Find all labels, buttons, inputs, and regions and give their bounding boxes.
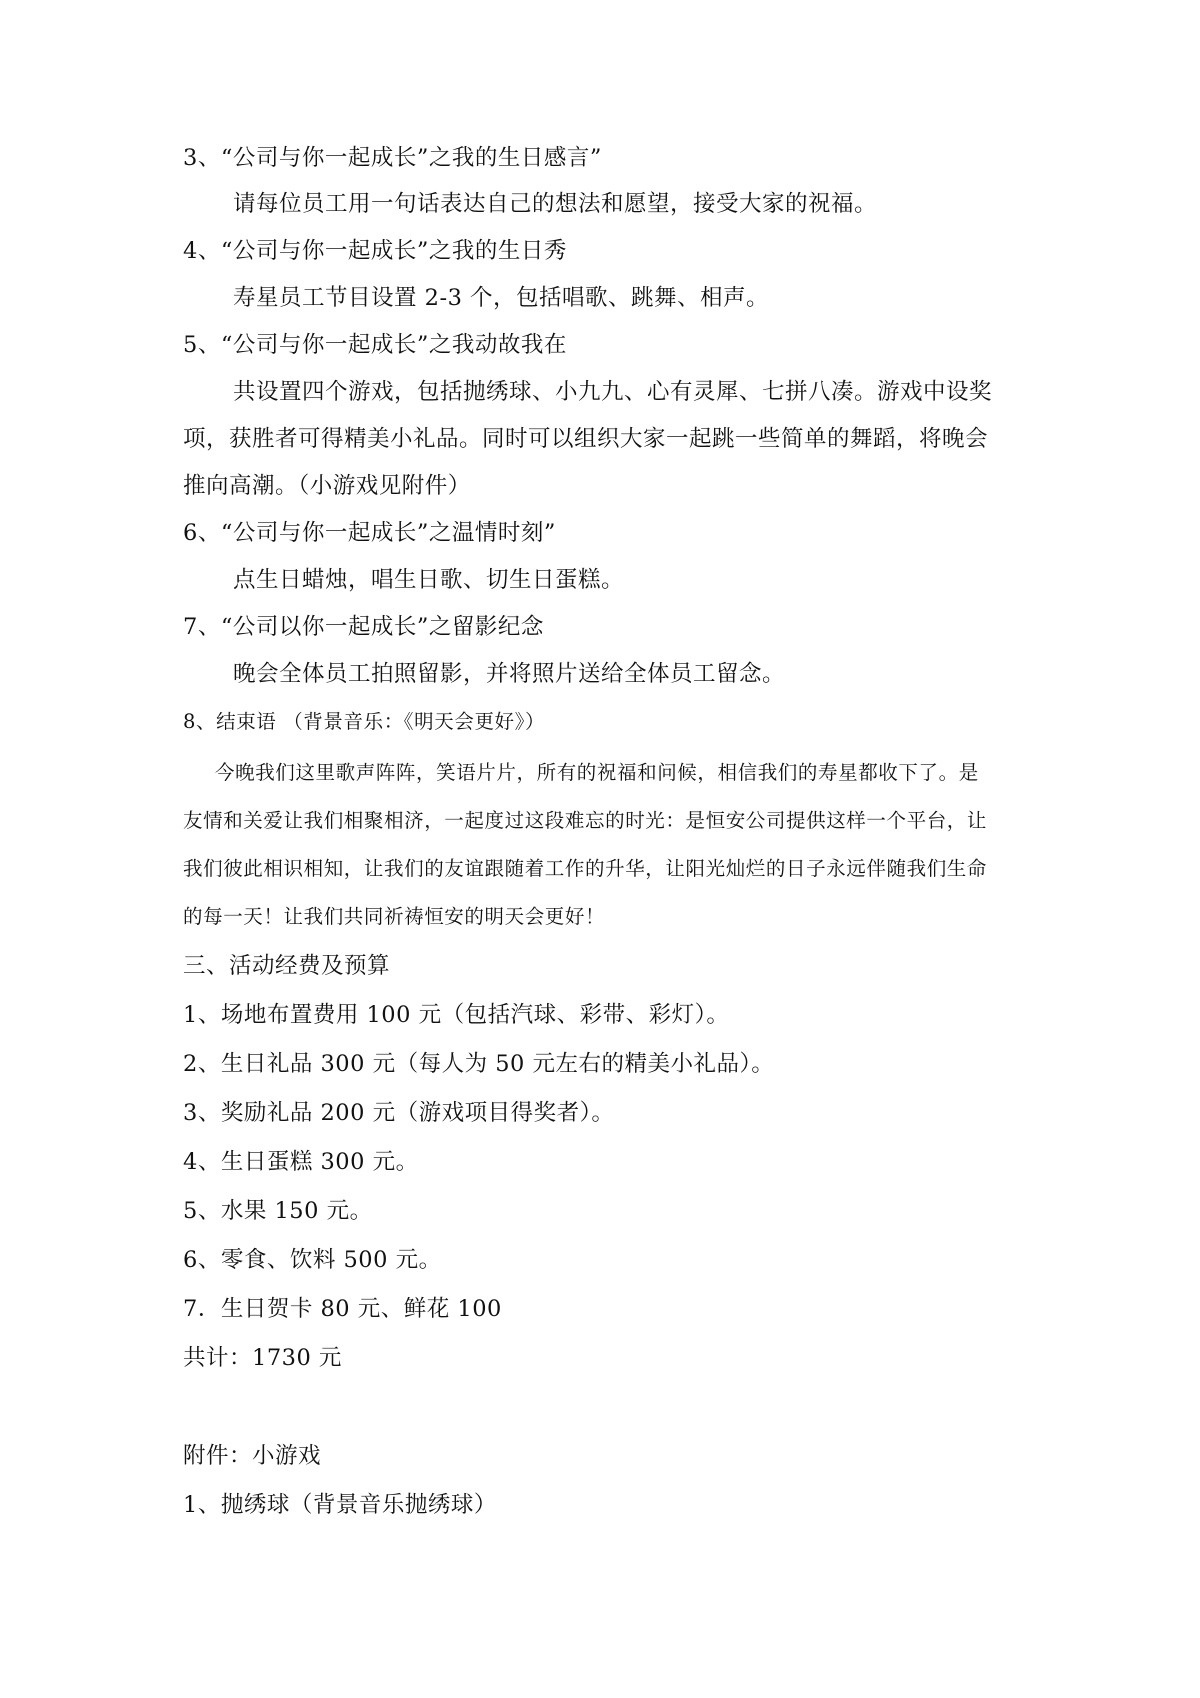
closing-paragraph-line-3: 我们彼此相识相知，让我们的友谊跟随着工作的升华，让阳光灿烂的日子永远伴随我们生命 [183,857,988,880]
section-5-body-line-1: 共设置四个游戏，包括抛绣球、小九九、心有灵犀、七拼八凑。游戏中设奖 [233,379,993,405]
budget-item-2: 2、生日礼品 300 元（每人为 50 元左右的精美小礼品）。 [183,1051,775,1077]
closing-paragraph-line-1: 今晚我们这里歌声阵阵，笑语片片，所有的祝福和问候，相信我们的寿星都收下了。是 [215,761,979,784]
budget-heading: 三、活动经费及预算 [183,953,391,979]
budget-item-7: 7．生日贺卡 80 元、鲜花 100 [183,1296,502,1322]
section-6-heading: 6、“公司与你一起成长”之温情时刻” [183,520,556,546]
section-5-body-line-2: 项，获胜者可得精美小礼品。同时可以组织大家一起跳一些简单的舞蹈，将晚会 [183,426,989,452]
section-6-body: 点生日蜡烛，唱生日歌、切生日蛋糕。 [233,567,625,593]
budget-item-5: 5、水果 150 元。 [183,1198,373,1224]
appendix-item-1: 1、抛绣球（背景音乐抛绣球） [183,1492,497,1518]
budget-item-4: 4、生日蛋糕 300 元。 [183,1149,419,1175]
appendix-heading: 附件：小游戏 [183,1443,322,1469]
section-7-body: 晚会全体员工拍照留影，并将照片送给全体员工留念。 [233,661,786,687]
section-5-body-line-3: 推向高潮。（小游戏见附件） [183,473,471,499]
section-7-heading: 7、“公司以你一起成长”之留影纪念 [183,614,544,640]
budget-item-6: 6、零食、饮料 500 元。 [183,1247,442,1273]
section-3-heading: 3、“公司与你一起成长”之我的生日感言” [183,145,602,171]
section-4-body: 寿星员工节目设置 2-3 个，包括唱歌、跳舞、相声。 [233,285,770,311]
budget-total: 共计：1730 元 [183,1345,342,1371]
section-4-heading: 4、“公司与你一起成长”之我的生日秀 [183,238,567,264]
budget-item-1: 1、场地布置费用 100 元（包括汽球、彩带、彩灯）。 [183,1002,730,1028]
budget-item-3: 3、奖励礼品 200 元（游戏项目得奖者）。 [183,1100,615,1126]
closing-paragraph-line-2: 友情和关爱让我们相聚相济，一起度过这段难忘的时光：是恒安公司提供这样一个平台，让 [183,809,988,832]
section-3-body: 请每位员工用一句话表达自己的想法和愿望，接受大家的祝福。 [233,191,878,217]
section-5-heading: 5、“公司与你一起成长”之我动故我在 [183,332,567,358]
closing-paragraph-line-4: 的每一天！让我们共同祈祷恒安的明天会更好！ [183,905,606,928]
section-8-heading: 8、结束语 （背景音乐：《明天会更好》） [183,710,546,733]
